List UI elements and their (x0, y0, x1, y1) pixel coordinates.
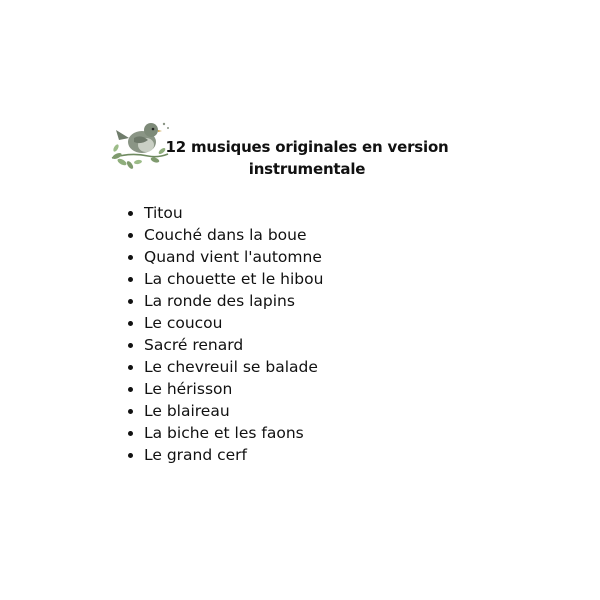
track-title: Le hérisson (144, 380, 233, 398)
bullet (128, 321, 133, 326)
track-title: Couché dans la boue (144, 226, 307, 244)
track-title: Sacré renard (144, 336, 244, 354)
list-item (126, 378, 323, 400)
list-item (126, 400, 323, 422)
list-item (126, 246, 323, 268)
bullet (128, 453, 133, 458)
bullet (128, 409, 133, 414)
track-list (126, 202, 323, 466)
bullet (128, 233, 133, 238)
bullet (128, 431, 133, 436)
header (108, 118, 468, 178)
list-item (126, 422, 323, 444)
list-item (126, 312, 323, 334)
bullet (128, 365, 133, 370)
list-item (126, 356, 323, 378)
track-title: Le grand cerf (144, 446, 248, 464)
list-item (126, 268, 323, 290)
track-title: Titou (144, 204, 183, 222)
list-item (126, 202, 323, 224)
track-title: Le blaireau (144, 402, 230, 420)
bullet (128, 211, 133, 216)
list-item (126, 224, 323, 246)
track-title: La chouette et le hibou (144, 270, 324, 288)
list-item (126, 334, 323, 356)
track-title: Le chevreuil se balade (144, 358, 318, 376)
list-item (126, 290, 323, 312)
bullet (128, 255, 133, 260)
track-title: La ronde des lapins (144, 292, 295, 310)
page-title: 12 musiques originales en version instrumentale (165, 138, 449, 178)
bullet (128, 277, 133, 282)
bullet (128, 387, 133, 392)
bullet (128, 299, 133, 304)
track-title: Le coucou (144, 314, 223, 332)
track-title: Quand vient l'automne (144, 248, 322, 266)
track-title: La biche et les faons (144, 424, 304, 442)
list-item (126, 444, 323, 466)
bullet (128, 343, 133, 348)
